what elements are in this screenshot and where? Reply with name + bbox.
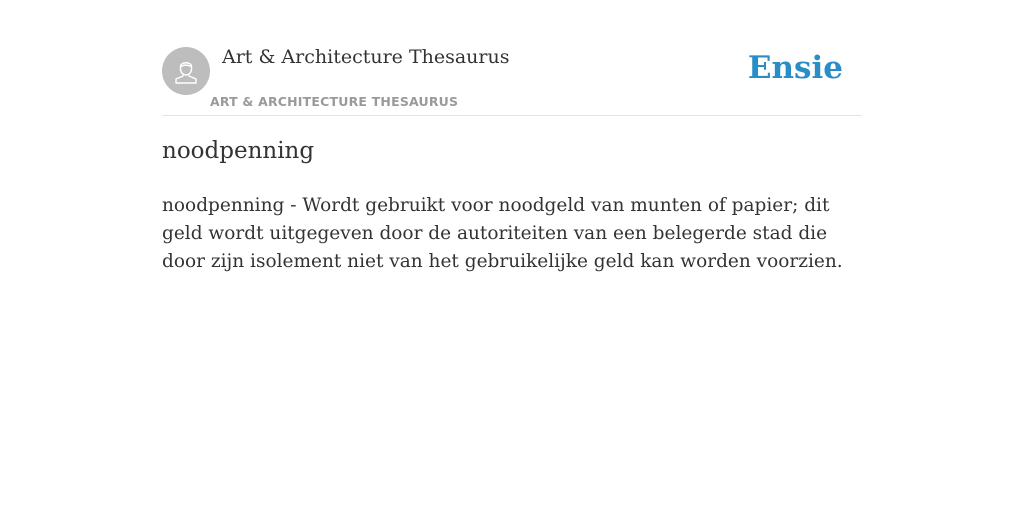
entry-term: noodpenning bbox=[162, 138, 315, 164]
entry-header bbox=[162, 40, 862, 116]
user-outline-icon bbox=[171, 56, 201, 86]
author-avatar[interactable] bbox=[162, 47, 210, 95]
ensie-logo[interactable]: Ensie bbox=[747, 50, 843, 86]
source-label[interactable]: ART & ARCHITECTURE THESAURUS bbox=[210, 94, 459, 109]
author-name[interactable]: Art & Architecture Thesaurus bbox=[222, 46, 510, 68]
entry-definition: noodpenning - Wordt gebruikt voor noodgeld van munten of papier; dit geld wordt uitgegeven door de autoriteiten van een belegerde stad die door zijn isolement niet van het gebruikelijke geld kan worden voorzien. bbox=[162, 195, 843, 272]
